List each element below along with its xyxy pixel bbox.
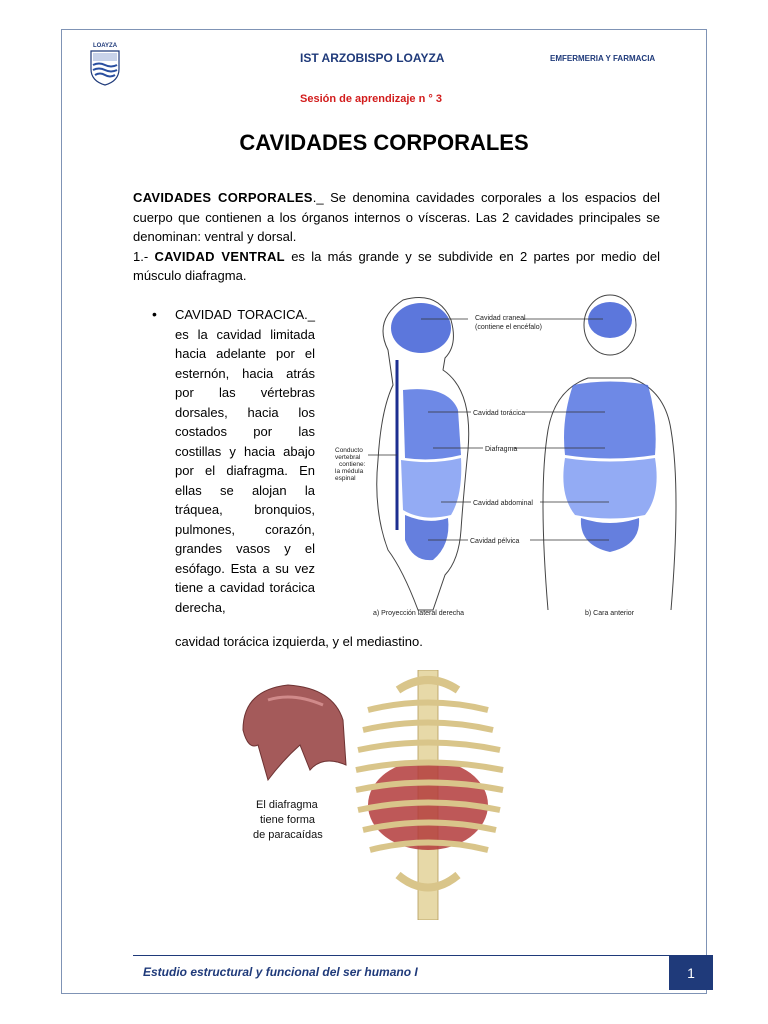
label-conducto-3: contiene:	[339, 461, 366, 468]
footer-course-title: Estudio estructural y funcional del ser humano I	[143, 965, 418, 979]
bullet-tail: cavidad torácica izquierda, y el mediastino.	[175, 634, 423, 649]
label-conducto-1: Conducto	[335, 447, 363, 454]
session-label: Sesión de aprendizaje n ° 3	[300, 93, 442, 105]
diaphragm-dome-illustration	[243, 685, 346, 780]
ribcage-illustration	[356, 670, 503, 920]
item-term: CAVIDAD VENTRAL	[154, 248, 285, 264]
item-number: 1.-	[133, 248, 155, 264]
institution-logo	[87, 41, 123, 87]
caption-lateral: a) Proyección lateral derecha	[373, 610, 465, 617]
intro-definition: Se denomina cavidades corporales a los espacios del cuerpo que contienen a los órganos internos o vísceras. Las 2 cavidades principales se denominan: ventral y dorsal.	[133, 190, 660, 244]
diaphragm-caption-3: de paracaídas	[253, 829, 323, 841]
diaphragm-figure	[238, 670, 528, 920]
diaphragm-caption-2: tiene forma	[260, 814, 316, 826]
svg-text:LOAYZA: LOAYZA	[92, 43, 118, 49]
page-number: 1	[669, 955, 713, 990]
label-toracica: Cavidad torácica	[473, 410, 526, 417]
bullet-marker: •	[152, 306, 157, 322]
intro-term-suffix: ._	[312, 190, 324, 205]
page-title: CAVIDADES CORPORALES	[239, 130, 529, 155]
intro-paragraph	[133, 188, 660, 286]
label-conducto-2: vertebral	[335, 454, 361, 461]
caption-anterior: b) Cara anterior	[585, 610, 635, 617]
department-name: EMFERMERIA Y FARMACIA	[550, 54, 656, 63]
label-craneal: Cavidad craneal	[475, 315, 526, 322]
item-text: es la más grande y se subdivide en 2 partes por medio del músculo diafragma.	[133, 248, 660, 283]
bullet-text: CAVIDAD TORACICA._ es la cavidad limitada hacia adelante por el esternón, hacia atrás por las vértebras dorsales, hacia los costados por las costillas y hacia abajo por el diafragma. En ellas se alojan la tráquea, bronquios, pulmones, corazón, grandes vasos y el esófago. Esta a su vez tiene a cavidad torácica derecha,	[175, 307, 315, 615]
anterior-body-illustration	[543, 295, 676, 610]
institution-name: IST ARZOBISPO LOAYZA	[300, 51, 445, 65]
label-diafragma: Diafragma	[485, 446, 518, 453]
label-abdominal: Cavidad abdominal	[473, 500, 533, 507]
diaphragm-caption-1: El diafragma	[256, 799, 318, 811]
intro-term: CAVIDADES CORPORALES	[133, 190, 313, 205]
label-conducto-5: espinal	[335, 475, 356, 482]
label-craneal-sub: (contiene el encéfalo)	[475, 324, 542, 331]
body-cavities-figure	[333, 290, 688, 625]
label-pelvica: Cavidad pélvica	[470, 538, 520, 545]
lateral-body-illustration	[377, 298, 469, 611]
label-conducto-4: la médula	[335, 468, 364, 475]
footer-divider	[133, 955, 669, 956]
